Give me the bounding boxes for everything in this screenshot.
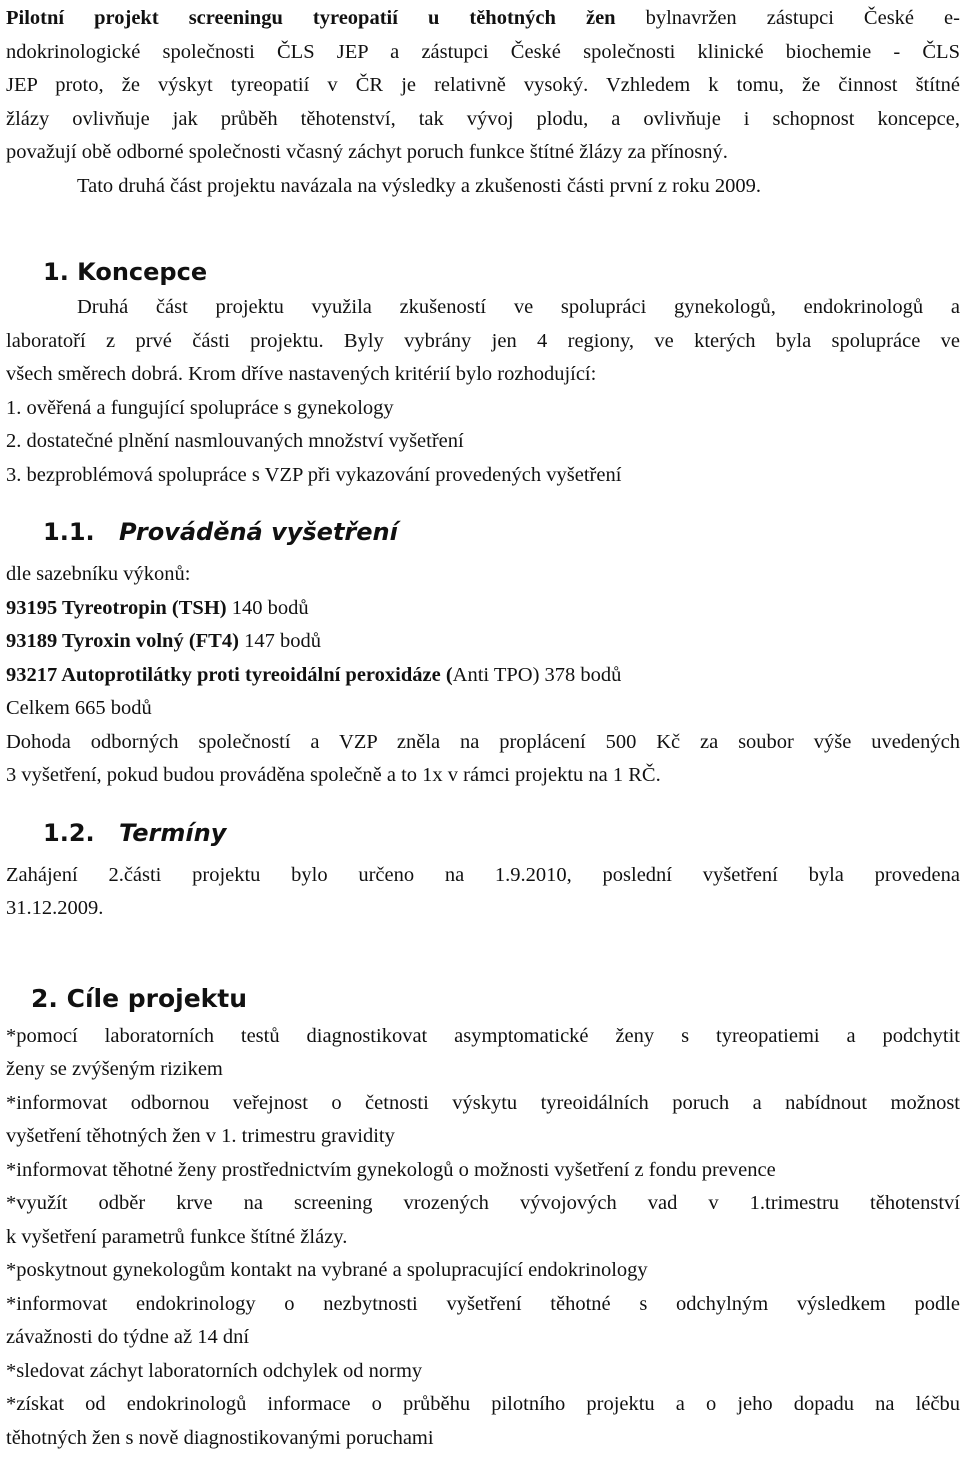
intro-line-1 [6,2,960,36]
section-1-heading: 1. Koncepce [43,258,208,286]
section-1-1-heading [6,512,960,552]
intro-line-2: ndokrinologické společnosti ČLS JEP a zástupci České společnosti klinické biochemie - ČLS [6,40,960,63]
intro-continuation-text: Tato druhá část projektu navázala na výsledky a zkušenosti části první z roku 2009. [77,174,761,197]
goal-7-line-1: *sledovat záchyt laboratorních odchylek od normy [6,1359,423,1382]
goal-4-line-1: *využít odběr krve na screening vrozených vývojových vad v 1.trimestru těhotenství [6,1192,960,1214]
intro-line-1-rest: bylnavržen zástupci České e- [615,7,960,29]
intro-line-4: žlázy ovlivňuje jak průběh těhotenství, tak vývoj plodu, a ovlivňuje i schopnost koncepce, [6,107,960,130]
section-1-2-heading [6,813,960,853]
section-1-1-intro: dle sazebníku výkonů: [6,563,191,585]
goal-2-line-2: vyšetření těhotných žen v 1. trimestru gravidity [6,1125,395,1147]
terms-line-1: Zahájení 2.části projektu bylo určeno na 1.9.2010, poslední vyšetření byla provedena [6,863,960,886]
exam-item-tpo-code: 93217 Autoprotilátky proti tyreoidální peroxidáze ( [6,663,453,686]
section-1-paragraph [6,291,960,492]
section-1-line-3: všech směrech dobrá. Krom dříve nastavených kritérií bylo rozhodující: [6,363,597,385]
section-1-2-title: Termíny [119,818,227,847]
intro-line-5: považují obě odborné společnosti včasný záchyt poruch funkce štítné žlázy za přínosný. [6,141,728,163]
goal-6-line-1: *informovat endokrinology o nezbytnosti vyšetření těhotné s odchylným výsledkem podle [6,1292,960,1315]
exam-item-ft4 [6,625,960,659]
document-page [6,2,960,1455]
section-1-2-number: 1.2. [43,818,95,847]
section-1-line-1: Druhá část projektu využila zkušeností ve spolupráci gynekologů, endokrinologů a [77,296,960,318]
section-1-line-2: laboratoří z prvé části projektu. Byly vybrány jen 4 regiony, ve kterých byla spolupráce ve [6,329,960,352]
goal-8-line-2: těhotných žen s nově diagnostikovanými poruchami [6,1426,434,1449]
criterion-3: 3. bezproblémová spolupráce s VZP při vykazování provedených vyšetření [6,463,622,486]
intro-continuation [6,170,960,204]
goal-2-line-1: *informovat odbornou veřejnost o četnosti výskytu tyreoidálních poruch a nabídnout možnost [6,1091,960,1114]
criterion-1: 1. ověřená a fungující spolupráce s gynekology [6,396,394,419]
goal-6-line-2: závažnosti do týdne až 14 dní [6,1326,250,1348]
exam-item-tpo [6,659,960,693]
goal-3-line-1: *informovat těhotné ženy prostřednictvím gynekologů o možnosti vyšetření z fondu prevence [6,1158,776,1181]
agreement-line-2: 3 vyšetření, pokud budou prováděna společně a to 1x v rámci projektu na 1 RČ. [6,764,661,786]
exam-item-ft4-points: 147 bodů [238,630,321,652]
criterion-2: 2. dostatečné plnění nasmlouvaných množství vyšetření [6,430,464,452]
terms-line-2: 31.12.2009. [6,897,104,919]
exam-total: Celkem 665 bodů [6,697,152,719]
intro-line-3: JEP proto, že výskyt tyreopatií v ČR je relativně vysoký. Vzhledem k tomu, že činnost štítné [6,74,960,96]
section-1-1-title: Prováděná vyšetření [119,518,398,546]
exam-item-tsh [6,592,960,626]
goal-8-line-1: *získat od endokrinologů informace o průběhu pilotního projektu a o jeho dopadu na léčbu [6,1393,960,1415]
agreement-line-1: Dohoda odborných společností a VZP zněla na proplácení 500 Kč za soubor výše uvedených [6,730,960,753]
goal-1-line-1: *pomocí laboratorních testů diagnostikovat asymptomatické ženy s tyreopatiemi a podchytit [6,1024,960,1047]
section-2-heading: 2. Cíle projektu [31,983,248,1013]
intro-lead-bold: Pilotní projekt screeningu tyreopatií u těhotných žen [6,7,616,29]
intro-paragraph [6,2,960,170]
exam-item-tsh-code: 93195 Tyreotropin (TSH) [6,596,227,619]
goal-4-line-2: k vyšetření parametrů funkce štítné žlázy. [6,1225,348,1248]
section-1-2-body [6,859,960,926]
goals-list [6,1020,960,1456]
exam-item-ft4-code: 93189 Tyroxin volný (FT4) [6,630,239,652]
section-1-1-body [6,558,960,793]
goal-5-line-1: *poskytnout gynekologům kontakt na vybrané a spolupracující endokrinology [6,1259,648,1281]
goal-1-line-2: ženy se zvýšeným rizikem [6,1058,223,1080]
exam-item-tsh-points: 140 bodů [226,596,309,619]
section-1-1-number: 1.1. [43,518,95,546]
exam-item-tpo-points: Anti TPO) 378 bodů [452,663,622,686]
